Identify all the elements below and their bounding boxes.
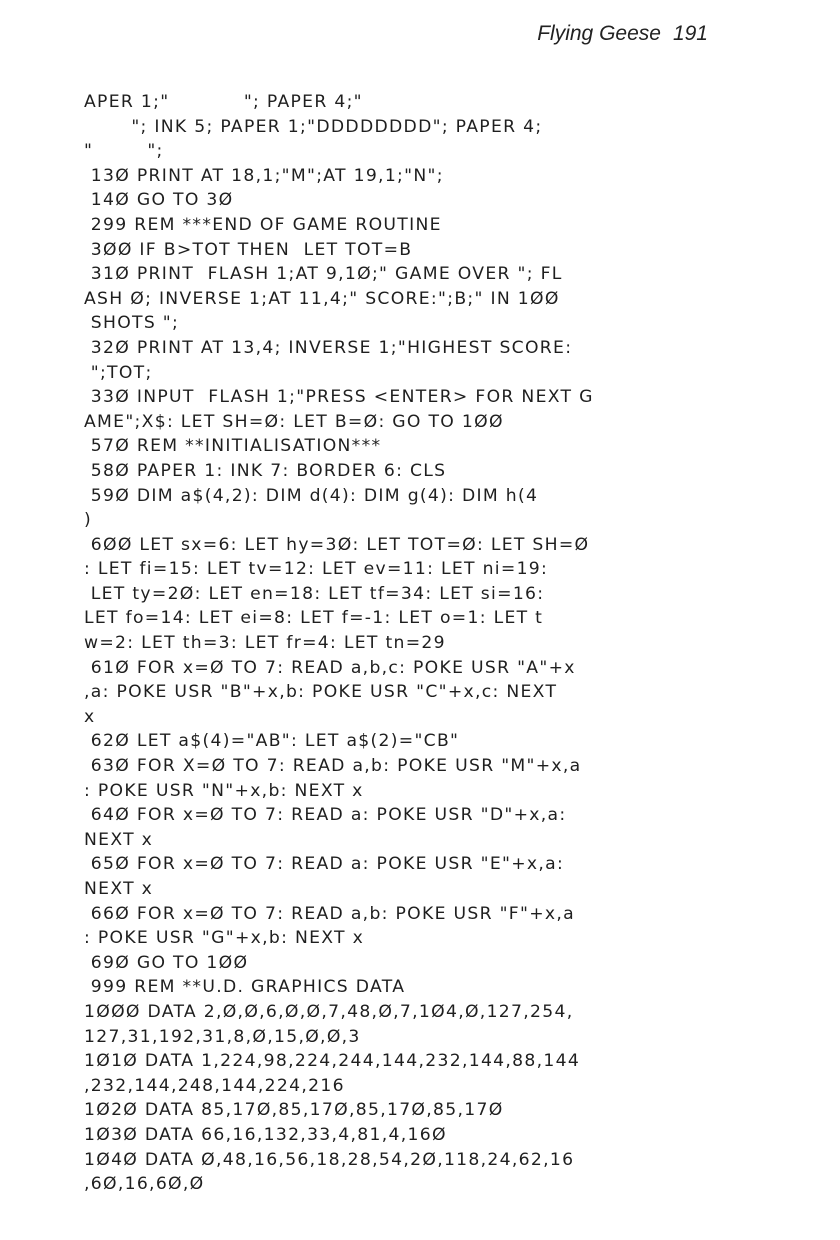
code-line: 63Ø FOR X=Ø TO 7: READ a,b: POKE USR "M"+x,a	[84, 756, 582, 777]
code-line: ASH Ø; INVERSE 1;AT 11,4;" SCORE:";B;" IN 1ØØ	[84, 288, 560, 309]
code-line: LET ty=2Ø: LET en=18: LET tf=34: LET si=16:	[84, 583, 545, 604]
code-line: : LET fi=15: LET tv=12: LET ev=11: LET ni=19:	[84, 559, 549, 580]
code-line: 1Ø2Ø DATA 85,17Ø,85,17Ø,85,17Ø,85,17Ø	[84, 1100, 504, 1121]
page-number: 191	[672, 22, 708, 45]
code-line: 1Ø3Ø DATA 66,16,132,33,4,81,4,16Ø	[84, 1124, 447, 1145]
code-line: 14Ø GO TO 3Ø	[84, 190, 234, 211]
code-line: 299 REM ***END OF GAME ROUTINE	[84, 214, 442, 235]
code-line: 57Ø REM **INITIALISATION***	[84, 436, 382, 457]
code-line: 62Ø LET a$(4)="AB": LET a$(2)="CB"	[84, 731, 460, 752]
code-line: AME";X$: LET SH=Ø: LET B=Ø: GO TO 1ØØ	[84, 411, 504, 432]
code-line: 3ØØ IF B>TOT THEN LET TOT=B	[84, 239, 413, 260]
code-line: 65Ø FOR x=Ø TO 7: READ a: POKE USR "E"+x,a:	[84, 854, 565, 875]
code-line: 1ØØØ DATA 2,Ø,Ø,6,Ø,Ø,7,48,Ø,7,1Ø4,Ø,127,254,	[84, 1001, 574, 1022]
code-line: 999 REM **U.D. GRAPHICS DATA	[84, 977, 406, 998]
code-line: SHOTS ";	[84, 313, 180, 334]
code-line: ,6Ø,16,6Ø,Ø	[84, 1174, 205, 1195]
code-line: 6ØØ LET sx=6: LET hy=3Ø: LET TOT=Ø: LET SH=Ø	[84, 534, 590, 555]
code-line: NEXT x	[84, 829, 154, 850]
chapter-title: Flying Geese	[537, 22, 661, 45]
code-line: NEXT x	[84, 879, 154, 899]
code-line: 13Ø PRINT AT 18,1;"M";AT 19,1;"N";	[84, 165, 444, 186]
code-line: 1Ø1Ø DATA 1,224,98,224,244,144,232,144,88,144	[84, 1051, 581, 1072]
basic-program-listing	[84, 90, 754, 1197]
code-line: 64Ø FOR x=Ø TO 7: READ a: POKE USR "D"+x,a:	[84, 805, 567, 826]
code-line: w=2: LET th=3: LET fr=4: LET tn=29	[84, 633, 446, 654]
code-line: 1Ø4Ø DATA Ø,48,16,56,18,28,54,2Ø,118,24,62,16	[84, 1149, 575, 1170]
running-header	[537, 22, 708, 46]
code-line: 66Ø FOR x=Ø TO 7: READ a,b: POKE USR "F"+x,a	[84, 903, 575, 924]
code-line: )	[84, 510, 93, 531]
code-line: " ";	[84, 141, 164, 162]
code-line: 61Ø FOR x=Ø TO 7: READ a,b,c: POKE USR "A"+x	[84, 657, 576, 678]
code-line: 69Ø GO TO 1ØØ	[84, 952, 249, 973]
code-line: ";TOT;	[84, 362, 153, 383]
code-line: 59Ø DIM a$(4,2): DIM d(4): DIM g(4): DIM h(4	[84, 485, 539, 506]
code-line: 58Ø PAPER 1: INK 7: BORDER 6: CLS	[84, 460, 447, 481]
code-line: APER 1;" "; PAPER 4;"	[84, 92, 363, 112]
code-line: 32Ø PRINT AT 13,4; INVERSE 1;"HIGHEST SCORE:	[84, 337, 573, 358]
code-line: : POKE USR "G"+x,b: NEXT x	[84, 928, 365, 949]
code-line: 31Ø PRINT FLASH 1;AT 9,1Ø;" GAME OVER "; FL	[84, 264, 563, 285]
code-line: ,232,144,248,144,224,216	[84, 1075, 345, 1096]
code-line: : POKE USR "N"+x,b: NEXT x	[84, 780, 364, 801]
code-line: 127,31,192,31,8,Ø,15,Ø,Ø,3	[84, 1026, 361, 1047]
code-line: ,a: POKE USR "B"+x,b: POKE USR "C"+x,c: NEXT	[84, 682, 558, 703]
code-line: x	[84, 706, 96, 727]
code-line: "; INK 5; PAPER 1;"DDDDDDDD"; PAPER 4;	[84, 116, 543, 137]
code-line: 33Ø INPUT FLASH 1;"PRESS <ENTER> FOR NEXT G	[84, 387, 594, 408]
code-line: LET fo=14: LET ei=8: LET f=-1: LET o=1: LET t	[84, 608, 544, 629]
